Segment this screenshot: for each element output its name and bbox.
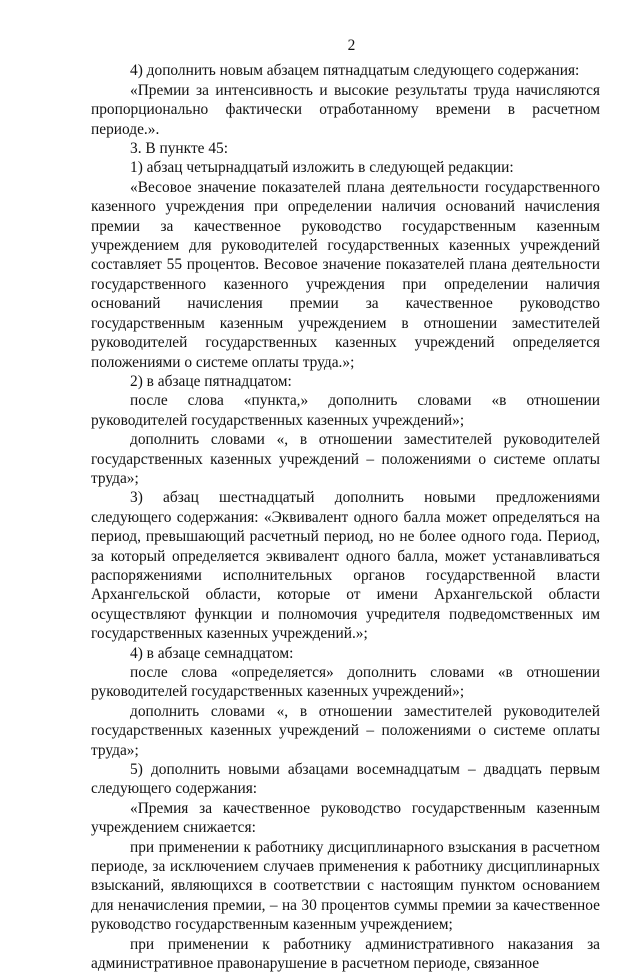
paragraph-8: дополнить словами «, в отношении заместителей руководителей государственных казенных учреждений – положениями о системе оплаты труда»; — [91, 431, 600, 487]
paragraph-15: при применении к работнику дисциплинарного взыскания в расчетном периоде, за исключением случаев применения к работнику дисциплинарных взысканий, являющихся в соответствии с настоящим пунктом основанием для неначисления премии, – на 30 процентов суммы премии за качественное руководство государственным казенным учреждением; — [91, 838, 600, 934]
paragraph-10: 4) в абзаце семнадцатом: — [130, 644, 294, 662]
paragraph-7: после слова «пункта,» дополнить словами «в отношении руководителей государственных казенных учреждений»; — [91, 392, 600, 429]
paragraph-5: «Весовое значение показателей плана деятельности государственного казенного учреждения при определении наличия оснований начисления премии за качественное руководство государственным казенным учреждением для руководителей государственных казенных учреждений составляет 55 процентов. Весовое значение показателей плана деятельности государственного казенного учреждения при определении наличия оснований начисления премии за качественное руководство государственным казенным учреждением в отношении заместителей руководителей государственных казенных учреждений определяется положениями о системе оплаты труда.»; — [91, 178, 600, 371]
page-number: 2 — [347, 37, 356, 54]
paragraph-11: после слова «определяется» дополнить словами «в отношении руководителей государственных казенных учреждений»; — [91, 664, 600, 701]
paragraph-12: дополнить словами «, в отношении заместителей руководителей государственных казенных учреждений – положениями о системе оплаты труда»; — [91, 702, 600, 759]
paragraph-14: «Премия за качественное руководство государственным казенным учреждением снижается: — [91, 799, 600, 837]
paragraph-3: 3. В пункте 45: — [130, 140, 229, 158]
paragraph-4: 1) абзац четырнадцатый изложить в следующей редакции: — [130, 159, 514, 177]
paragraph-16: при применении к работнику административного наказания за административное правонарушение в расчетном периоде, связанное — [91, 935, 600, 973]
paragraph-2: «Премии за интенсивность и высокие результаты труда начисляются пропорционально фактически отработанному времени в расчетном периоде.». — [91, 81, 600, 138]
paragraph-13: 5) дополнить новыми абзацами восемнадцатым – двадцать первым следующего содержания: — [91, 761, 600, 798]
paragraph-6: 2) в абзаце пятнадцатом: — [130, 372, 292, 390]
paragraph-1: 4) дополнить новым абзацем пятнадцатым следующего содержания: — [130, 62, 580, 80]
paragraph-9: 3) абзац шестнадцатый дополнить новыми предложениями следующего содержания: «Эквивалент одного балла может определяться на период, превышающий расчетный период, но не более одного года. Период, за который определяется эквивалент одного балла, может устанавливаться распоряжениями исполнительных органов государственной власти Архангельской области, которые от имени Архангельской области осуществляют функции и полномочия учредителя подведомственных им государственных казенных учреждений.»; — [91, 489, 600, 643]
